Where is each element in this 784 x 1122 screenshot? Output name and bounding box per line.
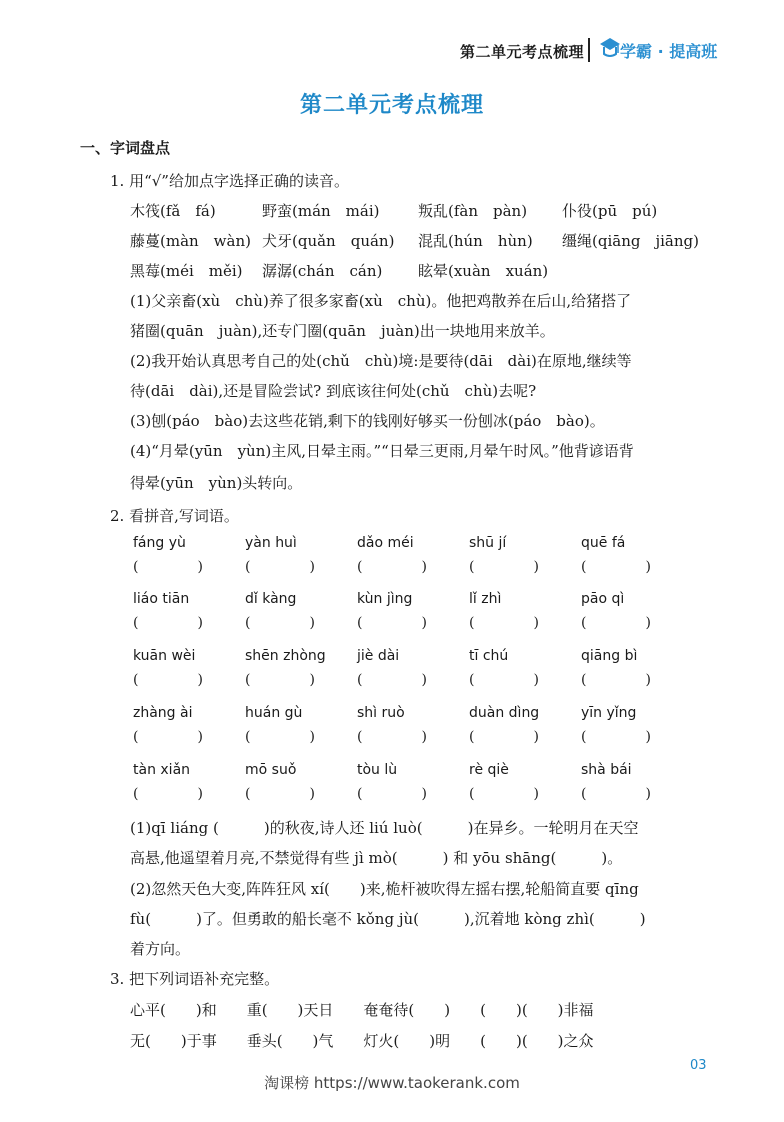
answer-blank[interactable]	[581, 729, 651, 745]
q2-sentence: 高悬,他遥望着月亮,不禁觉得有些 jì mò( ) 和 yōu shāng( )。	[130, 849, 623, 867]
answer-blank[interactable]	[245, 615, 315, 631]
q3-label: 3. 把下列词语补充完整。	[110, 970, 280, 988]
answer-blank[interactable]	[469, 672, 539, 688]
answer-blank[interactable]	[581, 615, 651, 631]
answer-blank[interactable]	[357, 559, 427, 575]
footer-watermark: 淘课榜 https://www.taokerank.com	[264, 1074, 520, 1092]
paren-close: )	[421, 729, 427, 745]
pinyin-prompt: shì ruò	[357, 705, 405, 721]
paren-open: (	[357, 672, 363, 688]
pinyin-prompt: kùn jìng	[357, 591, 413, 607]
header-divider	[588, 38, 590, 62]
answer-blank[interactable]	[133, 615, 203, 631]
q2-label: 2. 看拼音,写词语。	[110, 507, 239, 525]
paren-open: (	[133, 615, 139, 631]
q1-item: 缰绳(qiāng jiāng)	[562, 232, 699, 250]
q2-sentence: (2)忽然天色大变,阵阵狂风 xí( )来,桅杆被吹得左摇右摆,轮船简直要 qīng	[130, 880, 639, 898]
answer-blank[interactable]	[469, 786, 539, 802]
answer-blank[interactable]	[245, 559, 315, 575]
paren-open: (	[245, 559, 251, 575]
paren-open: (	[133, 559, 139, 575]
paren-open: (	[581, 559, 587, 575]
paren-close: )	[421, 672, 427, 688]
pinyin-prompt: tòu lù	[357, 762, 398, 778]
answer-blank[interactable]	[133, 559, 203, 575]
q3-row: 心平( )和 重( )天日 奄奄待( ) ( )( )非福	[130, 1001, 594, 1019]
paren-close: )	[645, 615, 651, 631]
paren-close: )	[309, 729, 315, 745]
page-number: 03	[690, 1058, 707, 1073]
pinyin-prompt: yàn huì	[245, 535, 297, 551]
answer-blank[interactable]	[133, 786, 203, 802]
pinyin-prompt: fáng yù	[133, 535, 186, 551]
page-title: 第二单元考点梳理	[299, 92, 484, 118]
q1-paragraph: 猪圈(quān juàn),还专门圈(quān juàn)出一块地用来放羊。	[130, 322, 555, 340]
q1-item: 黑莓(méi měi)	[130, 262, 243, 280]
paren-open: (	[245, 786, 251, 802]
pinyin-prompt: zhàng ài	[133, 705, 193, 721]
answer-blank[interactable]	[357, 729, 427, 745]
answer-blank[interactable]	[357, 786, 427, 802]
paren-close: )	[309, 559, 315, 575]
pinyin-prompt: tàn xiǎn	[133, 762, 191, 778]
answer-blank[interactable]	[245, 672, 315, 688]
paren-close: )	[533, 672, 539, 688]
paren-close: )	[197, 729, 203, 745]
section-heading: 一、字词盘点	[80, 139, 171, 157]
paren-close: )	[533, 559, 539, 575]
answer-blank[interactable]	[581, 672, 651, 688]
paren-close: )	[533, 615, 539, 631]
pinyin-prompt: huán gù	[245, 705, 303, 721]
answer-blank[interactable]	[357, 615, 427, 631]
paren-close: )	[645, 559, 651, 575]
paren-open: (	[469, 615, 475, 631]
q1-paragraph: (1)父亲畜(xù chù)养了很多家畜(xù chù)。他把鸡散养在后山,给猪搭了	[130, 292, 632, 310]
paren-open: (	[357, 786, 363, 802]
paren-open: (	[133, 729, 139, 745]
paren-close: )	[197, 559, 203, 575]
paren-open: (	[133, 786, 139, 802]
paren-open: (	[357, 729, 363, 745]
pinyin-prompt: qiāng bì	[581, 648, 638, 664]
answer-blank[interactable]	[245, 729, 315, 745]
q1-label: 1. 用“√”给加点字选择正确的读音。	[110, 172, 349, 190]
q1-item: 犬牙(quǎn quán)	[262, 232, 395, 250]
q2-sentence: fù( )了。但勇敢的船长毫不 kǒng jù( ),沉着地 kòng zhì( )	[130, 910, 646, 928]
q1-item: 眩晕(xuàn xuán)	[418, 262, 549, 280]
paren-open: (	[245, 672, 251, 688]
pinyin-prompt: rè qiè	[469, 762, 509, 778]
paren-close: )	[421, 786, 427, 802]
q1-item: 混乱(hún hùn)	[418, 232, 533, 250]
q1-item: 木筏(fǎ fá)	[130, 202, 216, 220]
paren-open: (	[245, 729, 251, 745]
paren-close: )	[309, 786, 315, 802]
header-brand: 学霸 · 提高班	[620, 42, 718, 61]
header-section-title: 第二单元考点梳理	[459, 43, 584, 61]
pinyin-prompt: tī chú	[469, 648, 509, 664]
pinyin-prompt: shà bái	[581, 762, 632, 778]
paren-close: )	[645, 672, 651, 688]
paren-open: (	[581, 729, 587, 745]
pinyin-prompt: yīn yǐng	[581, 705, 637, 721]
paren-open: (	[581, 615, 587, 631]
paren-close: )	[533, 786, 539, 802]
paren-close: )	[645, 729, 651, 745]
paren-open: (	[357, 559, 363, 575]
paren-close: )	[197, 672, 203, 688]
answer-blank[interactable]	[133, 729, 203, 745]
paren-close: )	[309, 615, 315, 631]
pinyin-prompt: duàn dìng	[469, 705, 540, 721]
q1-paragraph: 得晕(yūn yùn)头转向。	[130, 474, 303, 492]
q1-paragraph: (3)刨(páo bào)去这些花销,剩下的钱刚好够买一份刨冰(páo bào)。	[130, 412, 605, 430]
pinyin-prompt: shū jí	[469, 535, 507, 551]
paren-open: (	[469, 672, 475, 688]
pinyin-prompt: liáo tiān	[133, 591, 190, 607]
q1-item: 叛乱(fàn pàn)	[418, 202, 528, 220]
answer-blank[interactable]	[469, 729, 539, 745]
paren-open: (	[469, 786, 475, 802]
pinyin-prompt: kuān wèi	[133, 648, 196, 664]
q1-item: 仆役(pū pú)	[562, 202, 658, 220]
pinyin-prompt: quē fá	[581, 535, 626, 551]
pinyin-prompt: dǐ kàng	[245, 591, 297, 607]
q1-item: 藤蔓(màn wàn)	[130, 232, 251, 250]
q2-sentence: 着方向。	[130, 940, 191, 958]
paren-open: (	[581, 672, 587, 688]
paren-open: (	[581, 786, 587, 802]
pinyin-prompt: jiè dài	[357, 648, 400, 664]
q2-sentence: (1)qī liáng ( )的秋夜,诗人还 liú luò( )在异乡。一轮明月在天空	[130, 819, 639, 837]
pinyin-prompt: mō suǒ	[245, 762, 297, 778]
pinyin-prompt: pāo qì	[581, 591, 625, 607]
paren-open: (	[133, 672, 139, 688]
pinyin-prompt: dǎo méi	[357, 535, 414, 551]
paren-open: (	[245, 615, 251, 631]
answer-blank[interactable]	[469, 615, 539, 631]
paren-open: (	[469, 559, 475, 575]
q1-paragraph: (2)我开始认真思考自己的处(chǔ chù)境:是要待(dāi dài)在原地,继续等	[130, 352, 632, 370]
answer-blank[interactable]	[133, 672, 203, 688]
paren-close: )	[309, 672, 315, 688]
pinyin-prompt: shēn zhòng	[245, 648, 326, 664]
answer-blank[interactable]	[357, 672, 427, 688]
q1-paragraph: (4)“月晕(yūn yùn)主风,日晕主雨。”“日晕三更雨,月晕午时风。”他背谚语背	[130, 442, 634, 460]
answer-blank[interactable]	[581, 786, 651, 802]
q1-paragraph: 待(dāi dài),还是冒险尝试? 到底该往何处(chǔ chù)去呢?	[130, 382, 537, 400]
q3-row: 无( )于事 垂头( )气 灯火( )明 ( )( )之众	[130, 1032, 594, 1050]
answer-blank[interactable]	[245, 786, 315, 802]
paren-open: (	[469, 729, 475, 745]
answer-blank[interactable]	[581, 559, 651, 575]
paren-close: )	[197, 786, 203, 802]
q1-item: 潺潺(chán cán)	[262, 262, 383, 280]
brand-logo-icon	[596, 34, 622, 64]
paren-close: )	[533, 729, 539, 745]
paren-open: (	[357, 615, 363, 631]
pinyin-prompt: lǐ zhì	[469, 591, 502, 607]
paren-close: )	[645, 786, 651, 802]
q1-item: 野蛮(mán mái)	[262, 202, 380, 220]
paren-close: )	[197, 615, 203, 631]
paren-close: )	[421, 559, 427, 575]
answer-blank[interactable]	[469, 559, 539, 575]
paren-close: )	[421, 615, 427, 631]
